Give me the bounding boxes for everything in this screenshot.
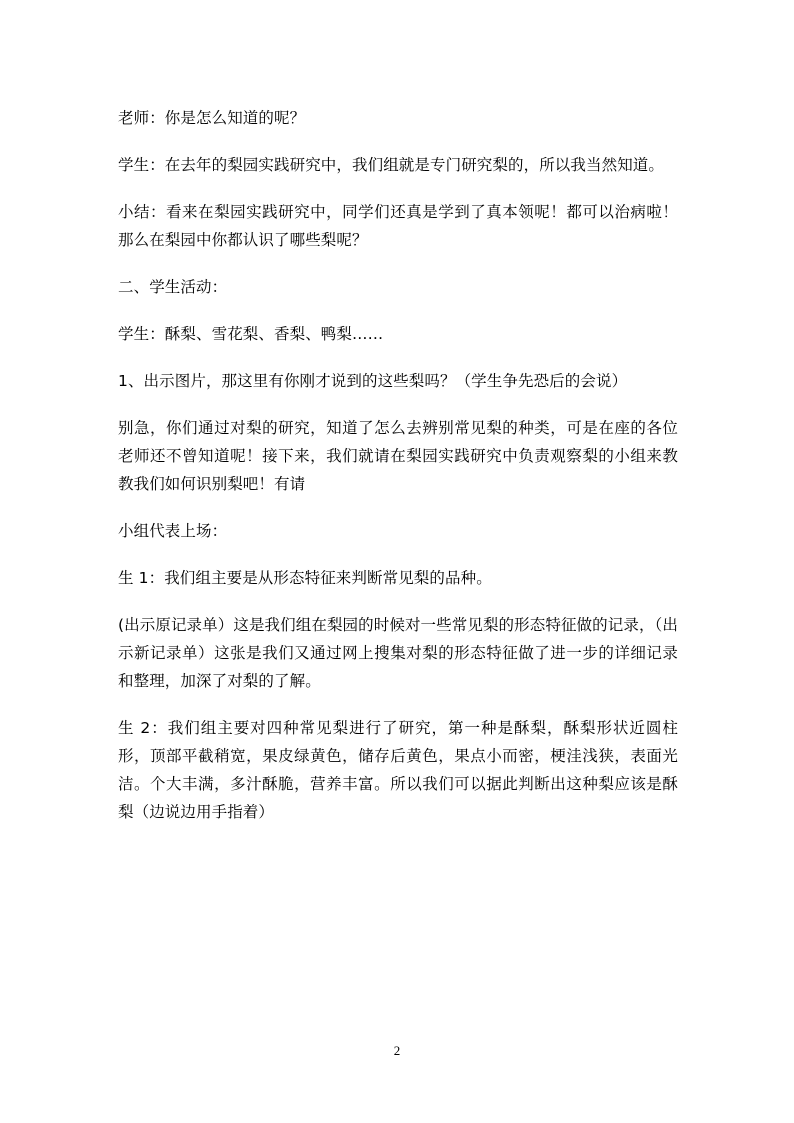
document-body [118,104,678,845]
paragraph-student-2: 生 2：我们组主要对四种常见梨进行了研究，第一种是酥梨，酥梨形状近圆柱形，顶部平截稍宽，果皮绿黄色，储存后黄色，果点小而密，梗洼浅狭，表面光洁。个大丰满，多汁酥脆，营养丰富。所以我们可以据此判断出这种梨应该是酥梨（边说边用手指着） [118,719,678,821]
paragraph-summary: 小结：看来在梨园实践研究中，同学们还真是学到了真本领呢！都可以治病啦！那么在梨园中你都认识了哪些梨呢？ [118,203,678,249]
paragraph-student-answer: 学生：在去年的梨园实践研究中，我们组就是专门研究梨的，所以我当然知道。 [118,156,665,174]
paragraph-group-representative: 小组代表上场： [118,522,228,540]
section-heading-student-activity: 二、学生活动： [118,278,228,296]
paragraph-student-pear-list: 学生：酥梨、雪花梨、香梨、鸭梨…… [118,325,384,343]
paragraph-record-sheets: (出示原记录单）这是我们组在梨园的时候对一些常见梨的形态特征做的记录，（出示新记录单）这张是我们又通过网上搜集对梨的形态特征做了进一步的详细记录和整理，加深了对梨的了解。 [118,616,678,690]
paragraph-show-pictures: 1、出示图片，那这里有你刚才说到的这些梨吗？（学生争先恐后的会说） [118,372,628,390]
paragraph-student-1: 生 1：我们组主要是从形态特征来判断常见梨的品种。 [118,569,492,587]
paragraph-dont-worry: 别急，你们通过对梨的研究，知道了怎么去辨别常见梨的种类，可是在座的各位老师还不曾知道呢！接下来，我们就请在梨园实践研究中负责观察梨的小组来教教我们如何识别梨吧！有请 [118,419,678,493]
paragraph-teacher-question: 老师：你是怎么知道的呢？ [118,109,306,127]
page-number: 2 [393,1043,401,1058]
